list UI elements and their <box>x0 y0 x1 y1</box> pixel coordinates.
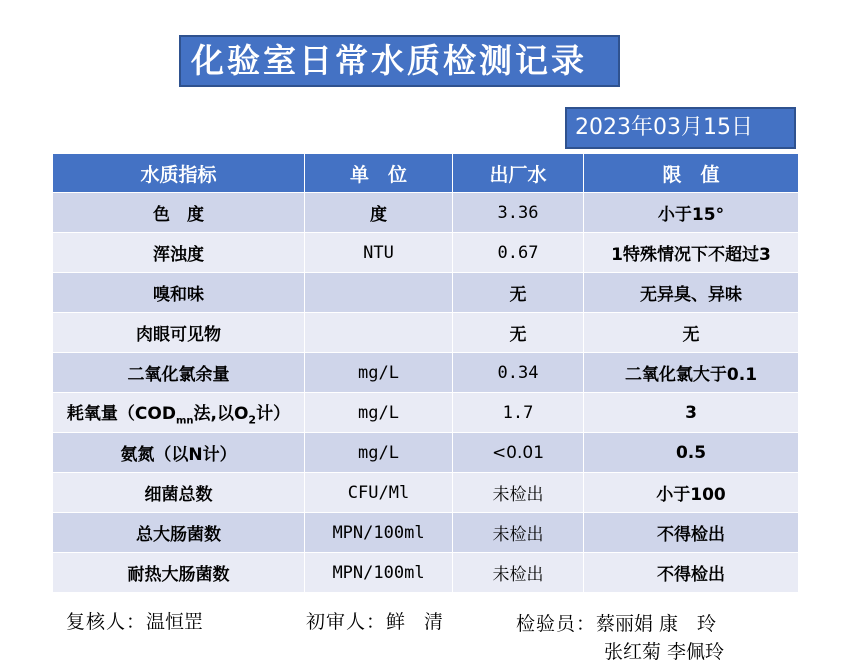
indicator-name: 嗅和味 <box>53 273 305 313</box>
limit-value: 小于15° <box>584 193 799 233</box>
table-row <box>53 473 799 513</box>
indicator-unit: NTU <box>305 233 453 273</box>
inspector-label: 检验员： <box>516 613 597 635</box>
indicator-unit <box>305 313 453 353</box>
outlet-value: 1.7 <box>453 393 584 433</box>
outlet-value: 无 <box>453 273 584 313</box>
cod-label-part: 耗氧量（COD <box>66 403 176 424</box>
table-row <box>53 233 799 273</box>
indicator-name <box>53 393 305 433</box>
indicator-name: 耐热大肠菌数 <box>53 553 305 593</box>
indicator-unit: mg/L <box>305 393 453 433</box>
outlet-value: 无 <box>453 313 584 353</box>
limit-value: 无 <box>584 313 799 353</box>
reviewer-signature <box>66 607 203 634</box>
page-title: 化验室日常水质检测记录 <box>179 35 620 87</box>
indicator-unit: mg/L <box>305 433 453 473</box>
limit-value: 无异臭、异味 <box>584 273 799 313</box>
limit-value: 不得检出 <box>584 553 799 593</box>
header-indicator: 水质指标 <box>53 154 305 193</box>
record-date: 2023年03月15日 <box>565 107 796 149</box>
table-header-row <box>53 154 799 193</box>
limit-value: 1特殊情况下不超过3 <box>584 233 799 273</box>
cod-label-part: 计） <box>256 403 291 424</box>
table-row <box>53 393 799 433</box>
limit-value: 二氧化氯大于0.1 <box>584 353 799 393</box>
first-reviewer-name: 鲜 清 <box>386 611 444 633</box>
outlet-value: 3.36 <box>453 193 584 233</box>
indicator-unit <box>305 273 453 313</box>
outlet-value: 未检出 <box>453 473 584 513</box>
limit-value: 0.5 <box>584 433 799 473</box>
header-limit: 限 值 <box>584 154 799 193</box>
inspector-signature <box>516 609 716 636</box>
table-row <box>53 273 799 313</box>
table-row <box>53 313 799 353</box>
outlet-value: 0.67 <box>453 233 584 273</box>
cod-subscript: mn <box>175 415 194 427</box>
table-row <box>53 513 799 553</box>
indicator-name: 二氧化氯余量 <box>53 353 305 393</box>
outlet-value: 未检出 <box>453 553 584 593</box>
outlet-value: <0.01 <box>453 433 584 473</box>
header-outlet-water: 出厂水 <box>453 154 584 193</box>
o2-subscript: 2 <box>248 413 257 427</box>
indicator-name: 氨氮（以N计） <box>53 433 305 473</box>
indicator-name: 总大肠菌数 <box>53 513 305 553</box>
header-unit: 单 位 <box>305 154 453 193</box>
limit-value: 不得检出 <box>584 513 799 553</box>
indicator-name: 肉眼可见物 <box>53 313 305 353</box>
table-row <box>53 353 799 393</box>
indicator-name: 色 度 <box>53 193 305 233</box>
first-reviewer-signature <box>306 607 443 634</box>
indicator-unit: mg/L <box>305 353 453 393</box>
table-row <box>53 553 799 593</box>
reviewer-name: 温恒罡 <box>146 611 204 633</box>
cod-label-part: 法,以O <box>193 403 249 424</box>
inspector-names-line2: 张红菊 李佩玲 <box>604 641 725 663</box>
table-row <box>53 433 799 473</box>
inspector-names-line1: 蔡丽娟 康 玲 <box>596 613 717 635</box>
outlet-value: 未检出 <box>453 513 584 553</box>
outlet-value: 0.34 <box>453 353 584 393</box>
indicator-name: 细菌总数 <box>53 473 305 513</box>
table-row <box>53 193 799 233</box>
water-quality-table <box>52 153 799 593</box>
limit-value: 3 <box>584 393 799 433</box>
reviewer-label: 复核人： <box>66 611 147 633</box>
indicator-unit: CFU/Ml <box>305 473 453 513</box>
indicator-unit: MPN/100ml <box>305 553 453 593</box>
limit-value: 小于100 <box>584 473 799 513</box>
first-reviewer-label: 初审人： <box>306 611 387 633</box>
indicator-unit: 度 <box>305 193 453 233</box>
indicator-name: 浑浊度 <box>53 233 305 273</box>
indicator-unit: MPN/100ml <box>305 513 453 553</box>
